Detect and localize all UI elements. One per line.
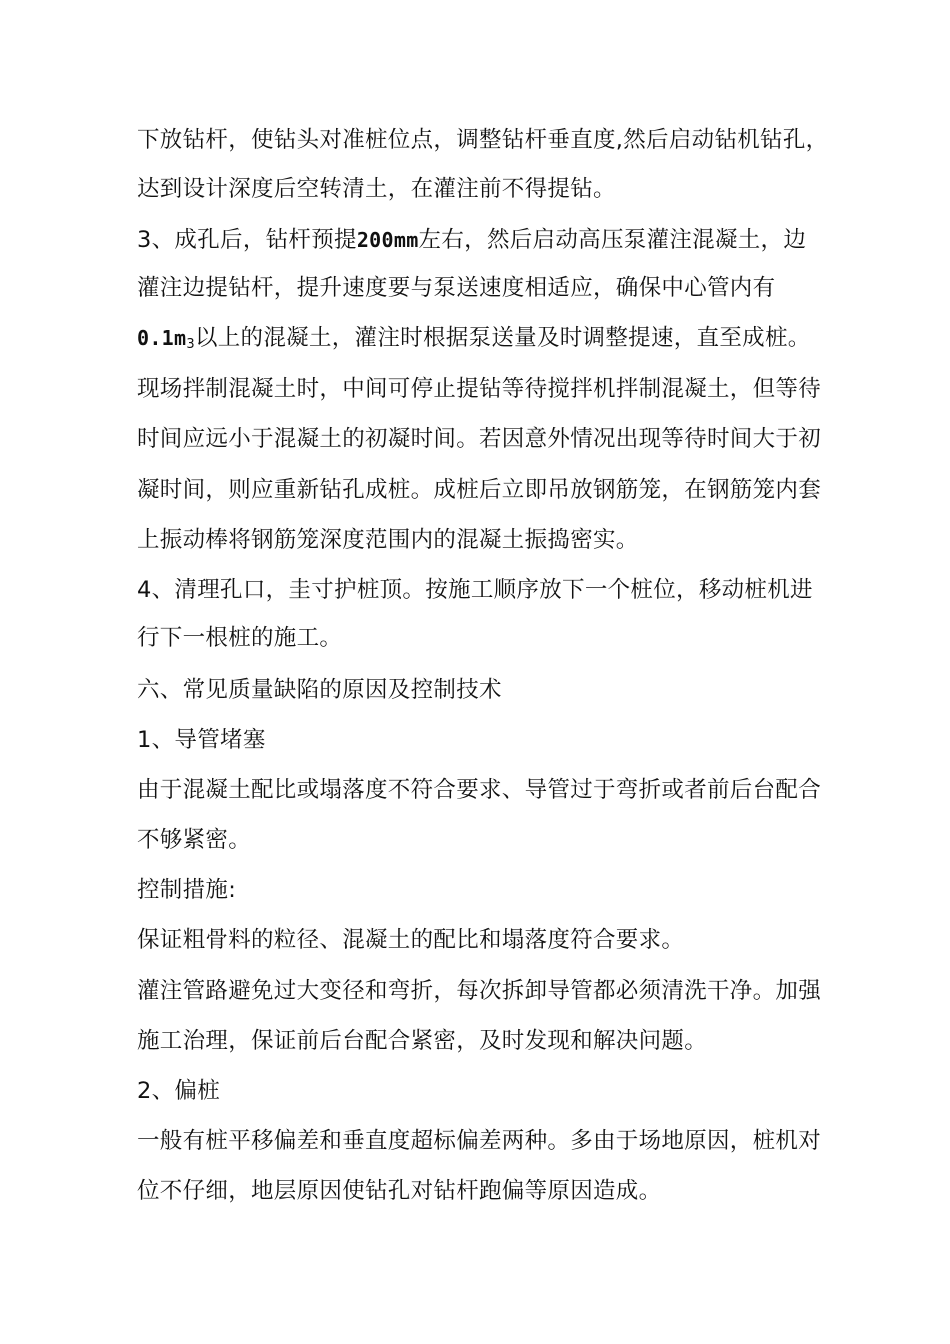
measurement-value: 200mm [356, 228, 419, 252]
paragraph-line: 时间应远小于混凝土的初凝时间。若因意外情况出现等待时间大于初 [137, 426, 822, 452]
paragraph-line: 下放钻杆，使钻头对准桩位点，调整钻杆垂直度,然后启动钻机钻孔， [137, 127, 829, 153]
paragraph-line: 由于混凝土配比或塌落度不符合要求、导管过于弯折或者前后台配合 [137, 777, 822, 803]
subsection-heading: 1、导管堵塞 [137, 727, 266, 753]
paragraph-line: 位不仔细，地层原因使钻孔对钻杆跑偏等原因造成。 [137, 1178, 662, 1204]
unit-exponent: 3 [186, 337, 195, 352]
measurement-value: 0.1m [137, 326, 187, 350]
paragraph-line: 施工治理，保证前后台配合紧密，及时发现和解决问题。 [137, 1028, 708, 1054]
subsection-heading: 2、偏桩 [137, 1078, 221, 1104]
paragraph-line: 保证粗骨料的粒径、混凝土的配比和塌落度符合要求。 [137, 927, 685, 953]
text-segment: 左右，然后启动高压泵灌注混凝土，边 [418, 227, 807, 253]
paragraph-line: 一般有桩平移偏差和垂直度超标偏差两种。多由于场地原因，桩机对 [137, 1128, 822, 1154]
paragraph-line: 控制措施: [137, 877, 237, 903]
paragraph-line: 不够紧密。 [137, 827, 252, 853]
paragraph-line: 行下一根桩的施工。 [137, 625, 343, 651]
paragraph-line [137, 323, 811, 360]
text-segment: 3、成孔后，钻杆预提 [137, 227, 357, 253]
paragraph-line: 4、清理孔口，圭寸护桩顶。按施工顺序放下一个桩位，移动桩机进 [137, 577, 813, 603]
section-heading: 六、常见质量缺陷的原因及控制技术 [137, 677, 502, 703]
paragraph-line: 达到设计深度后空转清土，在灌注前不得提钻。 [137, 176, 616, 202]
paragraph-line: 灌注管路避免过大变径和弯折，每次拆卸导管都必须清洗干净。加强 [137, 978, 822, 1004]
paragraph-line [137, 225, 806, 255]
paragraph-line: 现场拌制混凝土时，中间可停止提钻等待搅拌机拌制混凝土，但等待 [137, 376, 822, 402]
text-segment: 以上的混凝土，灌注时根据泵送量及时调整提速，直至成桩。 [194, 325, 811, 351]
paragraph-line: 上振动棒将钢筋笼深度范围内的混凝土振捣密实。 [137, 527, 639, 553]
paragraph-line: 灌注边提钻杆，提升速度要与泵送速度相适应，确保中心管内有 [137, 275, 776, 301]
paragraph-line: 凝时间，则应重新钻孔成桩。成桩后立即吊放钢筋笼，在钢筋笼内套 [137, 477, 822, 503]
